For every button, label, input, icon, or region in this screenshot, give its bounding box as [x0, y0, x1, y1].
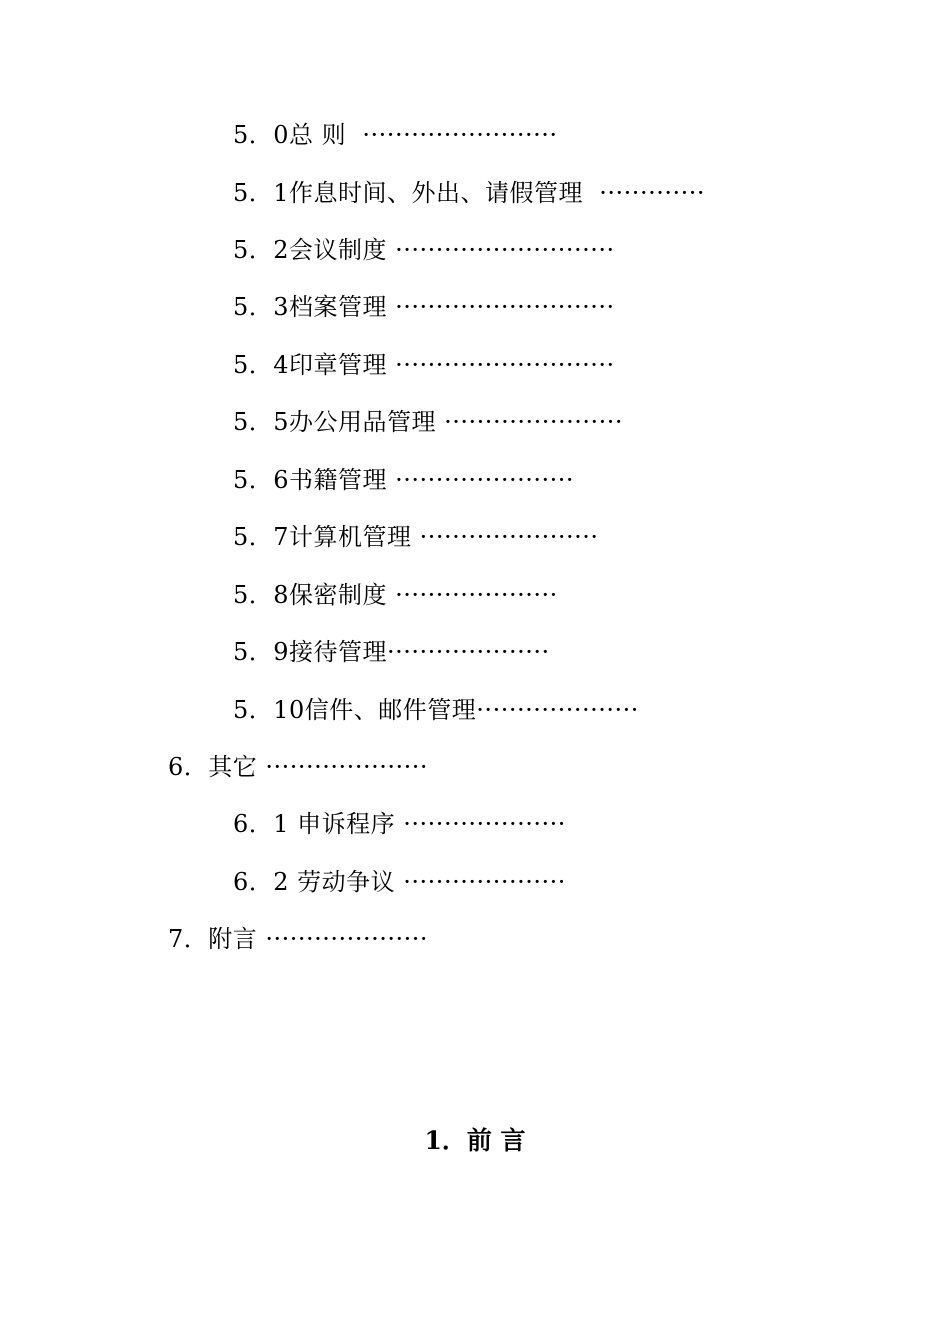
- toc-entry-6: 6．其它 ····················: [168, 753, 428, 781]
- toc-entry-5-7: 5．7计算机管理 ······················: [233, 523, 599, 551]
- toc-entry-7: 7．附言 ····················: [168, 925, 428, 953]
- toc-entry-5-9: 5．9接待管理····················: [233, 638, 550, 666]
- toc-entry-5-3: 5．3档案管理 ···························: [233, 293, 615, 321]
- toc-entry-5-1: 5．1作息时间、外出、请假管理 ·············: [233, 179, 705, 207]
- toc-entry-6-1: 6．1 申诉程序 ····················: [233, 810, 566, 838]
- toc-entry-5-5: 5．5办公用品管理 ······················: [233, 408, 624, 436]
- toc-entry-5-6: 5．6书籍管理 ······················: [233, 466, 575, 494]
- toc-entry-5-0: 5．0总 则 ························: [233, 121, 558, 149]
- toc-entry-6-2: 6．2 劳动争议 ····················: [233, 868, 566, 896]
- toc-entry-5-10: 5．10信件、邮件管理····················: [233, 696, 639, 724]
- toc-entry-5-4: 5．4印章管理 ···························: [233, 351, 615, 379]
- section-heading: 1．前 言: [424, 1126, 526, 1155]
- toc-entry-5-2: 5．2会议制度 ···························: [233, 236, 615, 264]
- toc-entry-5-8: 5．8保密制度 ····················: [233, 581, 558, 609]
